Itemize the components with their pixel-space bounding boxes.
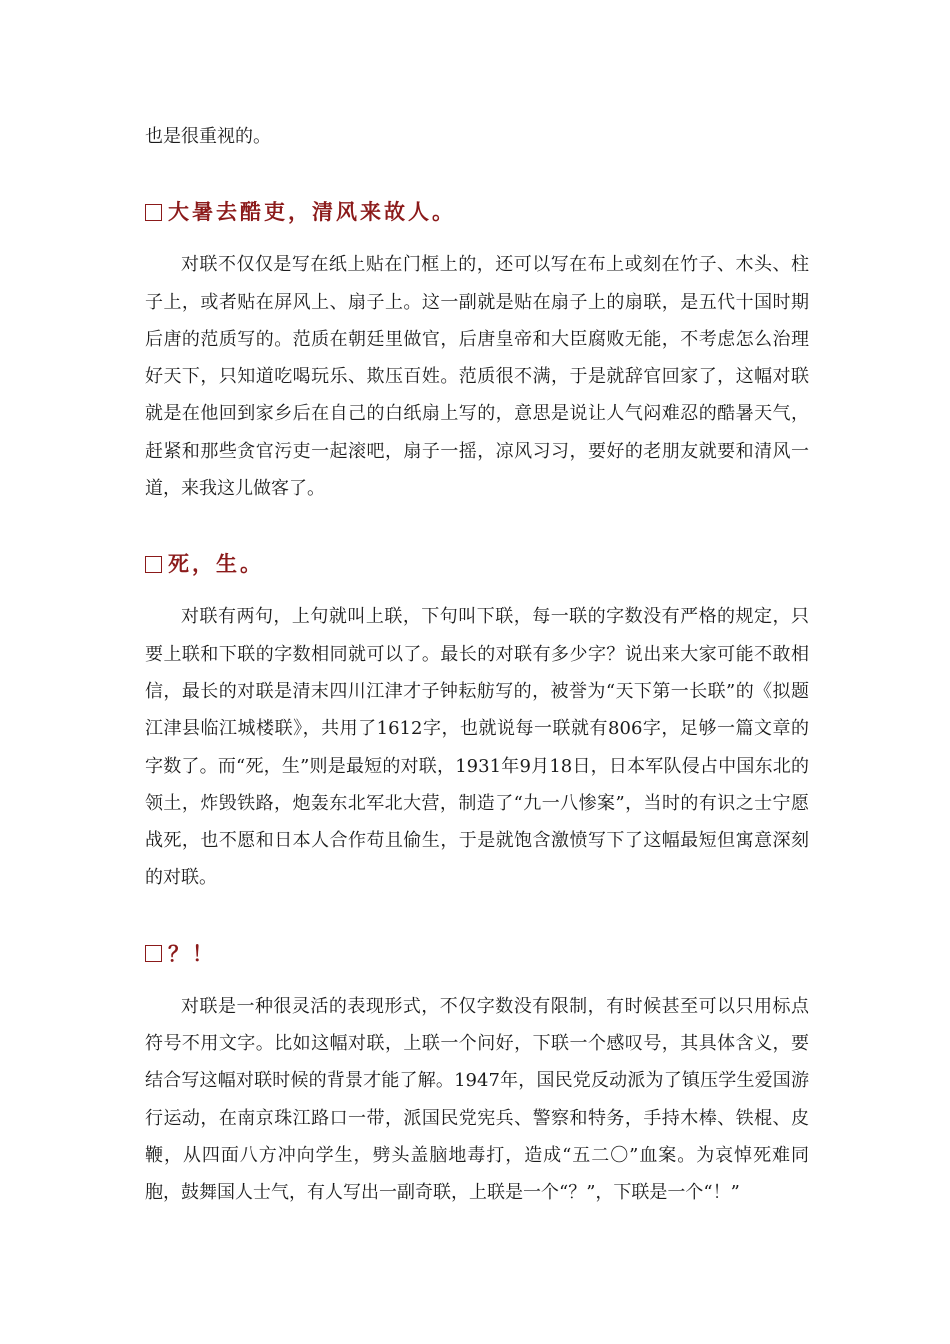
section-title-3: ？！ <box>168 940 216 966</box>
section-heading-2 <box>145 549 809 579</box>
section-title-1: 大暑去酷吏，清风来故人。 <box>168 199 456 225</box>
document-content <box>145 118 809 1212</box>
spacer <box>145 507 809 549</box>
section-heading-1 <box>145 197 809 227</box>
intro-tail-paragraph: 也是很重视的。 <box>145 126 271 147</box>
spacer <box>145 897 809 939</box>
spacer <box>145 155 809 197</box>
checkbox-square-icon <box>145 204 162 221</box>
spacer <box>145 227 809 246</box>
section-body-1: 对联不仅仅是写在纸上贴在门框上的，还可以写在布上或刻在竹子、木头、柱子上，或者贴在屏风上、扇子上。这一副就是贴在扇子上的扇联，是五代十国时期后唐的范质写的。范质在朝廷里做官，后唐皇帝和大臣腐败无能，不考虑怎么治理好天下，只知道吃喝玩乐、欺压百姓。范质很不满，于是就辞官回家了，这幅对联就是在他回到家乡后在自己的白纸扇上写的，意思是说让人气闷难忍的酷暑天气，赶紧和那些贪官污吏一起滚吧，扇子一摇，凉风习习，要好的老朋友就要和清风一道，来我这儿做客了。 <box>145 254 809 500</box>
section-body-3: 对联是一种很灵活的表现形式，不仅字数没有限制，有时候甚至可以只用标点符号不用文字。比如这幅对联，上联一个问好，下联一个感叹号，其具体含义，要结合写这幅对联时候的背景才能了解。1947年，国民党反动派为了镇压学生爱国游行运动，在南京珠江路口一带，派国民党宪兵、警察和特务，手持木棒、铁棍、皮鞭，从四面八方冲向学生，劈头盖脑地毒打，造成“五二〇”血案。为哀悼死难同胞，鼓舞国人士气，有人写出一副奇联，上联是一个“？”，下联是一个“！” <box>145 995 809 1204</box>
spacer <box>145 579 809 598</box>
checkbox-square-icon <box>145 945 162 962</box>
checkbox-square-icon <box>145 556 162 573</box>
spacer <box>145 969 809 988</box>
section-heading-3 <box>145 939 809 969</box>
section-title-2: 死，生。 <box>168 551 264 577</box>
section-body-2: 对联有两句，上句就叫上联，下句叫下联，每一联的字数没有严格的规定，只要上联和下联的字数相同就可以了。最长的对联有多少字？说出来大家可能不敢相信，最长的对联是清末四川江津才子钟耘舫写的，被誉为“天下第一长联”的《拟题江津县临江城楼联》，共用了1612字，也就说每一联就有806字，足够一篇文章的字数了。而“死，生”则是最短的对联，1931年9月18日，日本军队侵占中国东北的领土，炸毁铁路，炮轰东北军北大营，制造了“九一八惨案”，当时的有识之士宁愿战死，也不愿和日本人合作苟且偷生，于是就饱含激愤写下了这幅最短但寓意深刻的对联。 <box>145 606 809 889</box>
